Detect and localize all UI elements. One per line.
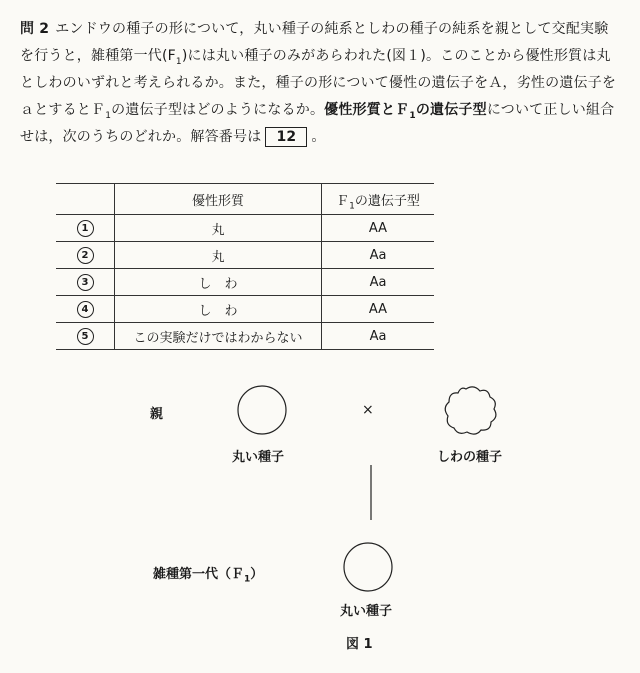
genotype-cell: Aa (322, 269, 435, 296)
option-number[interactable] (56, 269, 115, 296)
circled-number-4: 4 (77, 301, 94, 318)
option-number[interactable] (56, 296, 115, 323)
option-number[interactable] (56, 215, 115, 242)
figure-caption: 図 1 (346, 637, 373, 652)
dominant-trait-cell: し わ (115, 296, 322, 323)
header-f1-genotype (322, 184, 435, 215)
f1-label (153, 563, 264, 585)
subscript: 1 (175, 56, 182, 67)
dominant-trait-cell: 丸 (115, 242, 322, 269)
question-sentence-2: )には丸い種子のみがあらわれた(図１)。このことから優性形質は丸としわのいずれと考えられるか。また，種子の形について優性の遺伝子をＡ，劣性の遺伝子をａとするとＦ (20, 48, 617, 118)
f1-label-text: 雑種第一代（Ｆ (153, 567, 245, 582)
question-text (20, 16, 622, 151)
round-seed-f1-icon (344, 543, 392, 591)
bold-f1-label: とＦ (380, 102, 410, 118)
f1-label-end: ） (250, 567, 264, 582)
option-number[interactable] (56, 242, 115, 269)
header-dominant-trait: 優性形質 (115, 184, 322, 215)
table-row[interactable] (56, 215, 434, 242)
table-row[interactable] (56, 296, 434, 323)
round-seed-parent-label: 丸い種子 (232, 450, 285, 465)
dominant-trait-cell: この実験だけではわからない (115, 323, 322, 350)
genotype-cell: Aa (322, 323, 435, 350)
header-number (56, 184, 115, 215)
answer-options-table (56, 183, 434, 350)
genotype-cell: AA (322, 296, 435, 323)
cross-symbol: × (362, 402, 374, 418)
bold-term-dominant-trait: 優性形質 (324, 102, 381, 118)
table-row[interactable] (56, 323, 434, 350)
bold-term-genotype: の遺伝子型 (415, 102, 487, 118)
genotype-cell: AA (322, 215, 435, 242)
question-end: 。 (311, 129, 326, 145)
question-number: 問 2 (20, 21, 50, 37)
header-f1-text: Ｆ (336, 193, 350, 209)
wrinkled-seed-label: しわの種子 (437, 450, 503, 465)
answer-number-box[interactable]: 12 (265, 127, 307, 147)
circled-number-1: 1 (77, 220, 94, 237)
parent-label: 親 (150, 407, 164, 422)
header-genotype-text: の遺伝子型 (354, 193, 420, 209)
table-row[interactable] (56, 242, 434, 269)
wrinkled-seed-icon (445, 387, 496, 434)
table-row[interactable] (56, 269, 434, 296)
circled-number-2: 2 (77, 247, 94, 264)
subscript: 1 (349, 201, 355, 212)
table-header-row (56, 184, 434, 215)
option-number[interactable] (56, 323, 115, 350)
circled-number-5: 5 (77, 328, 94, 345)
question-sentence-1: エンドウの種子の形について，丸い種子の純系としわの種子の純系を親として交配実験を行うと，雑種第一代(F (20, 21, 609, 64)
genotype-cell: Aa (322, 242, 435, 269)
dominant-trait-cell: し わ (115, 269, 322, 296)
circled-number-3: 3 (77, 274, 94, 291)
question-sentence-4: について正しい組合せは，次のうちのどれか。解答番号は (20, 102, 615, 145)
round-seed-f1-label: 丸い種子 (340, 604, 393, 619)
question-sentence-3: の遺伝子型はどのようになるか。 (111, 102, 325, 118)
subscript: 1 (105, 110, 112, 121)
round-seed-parent-icon (238, 386, 286, 434)
subscript: 1 (244, 574, 251, 585)
dominant-trait-cell: 丸 (115, 215, 322, 242)
subscript: 1 (409, 110, 416, 121)
